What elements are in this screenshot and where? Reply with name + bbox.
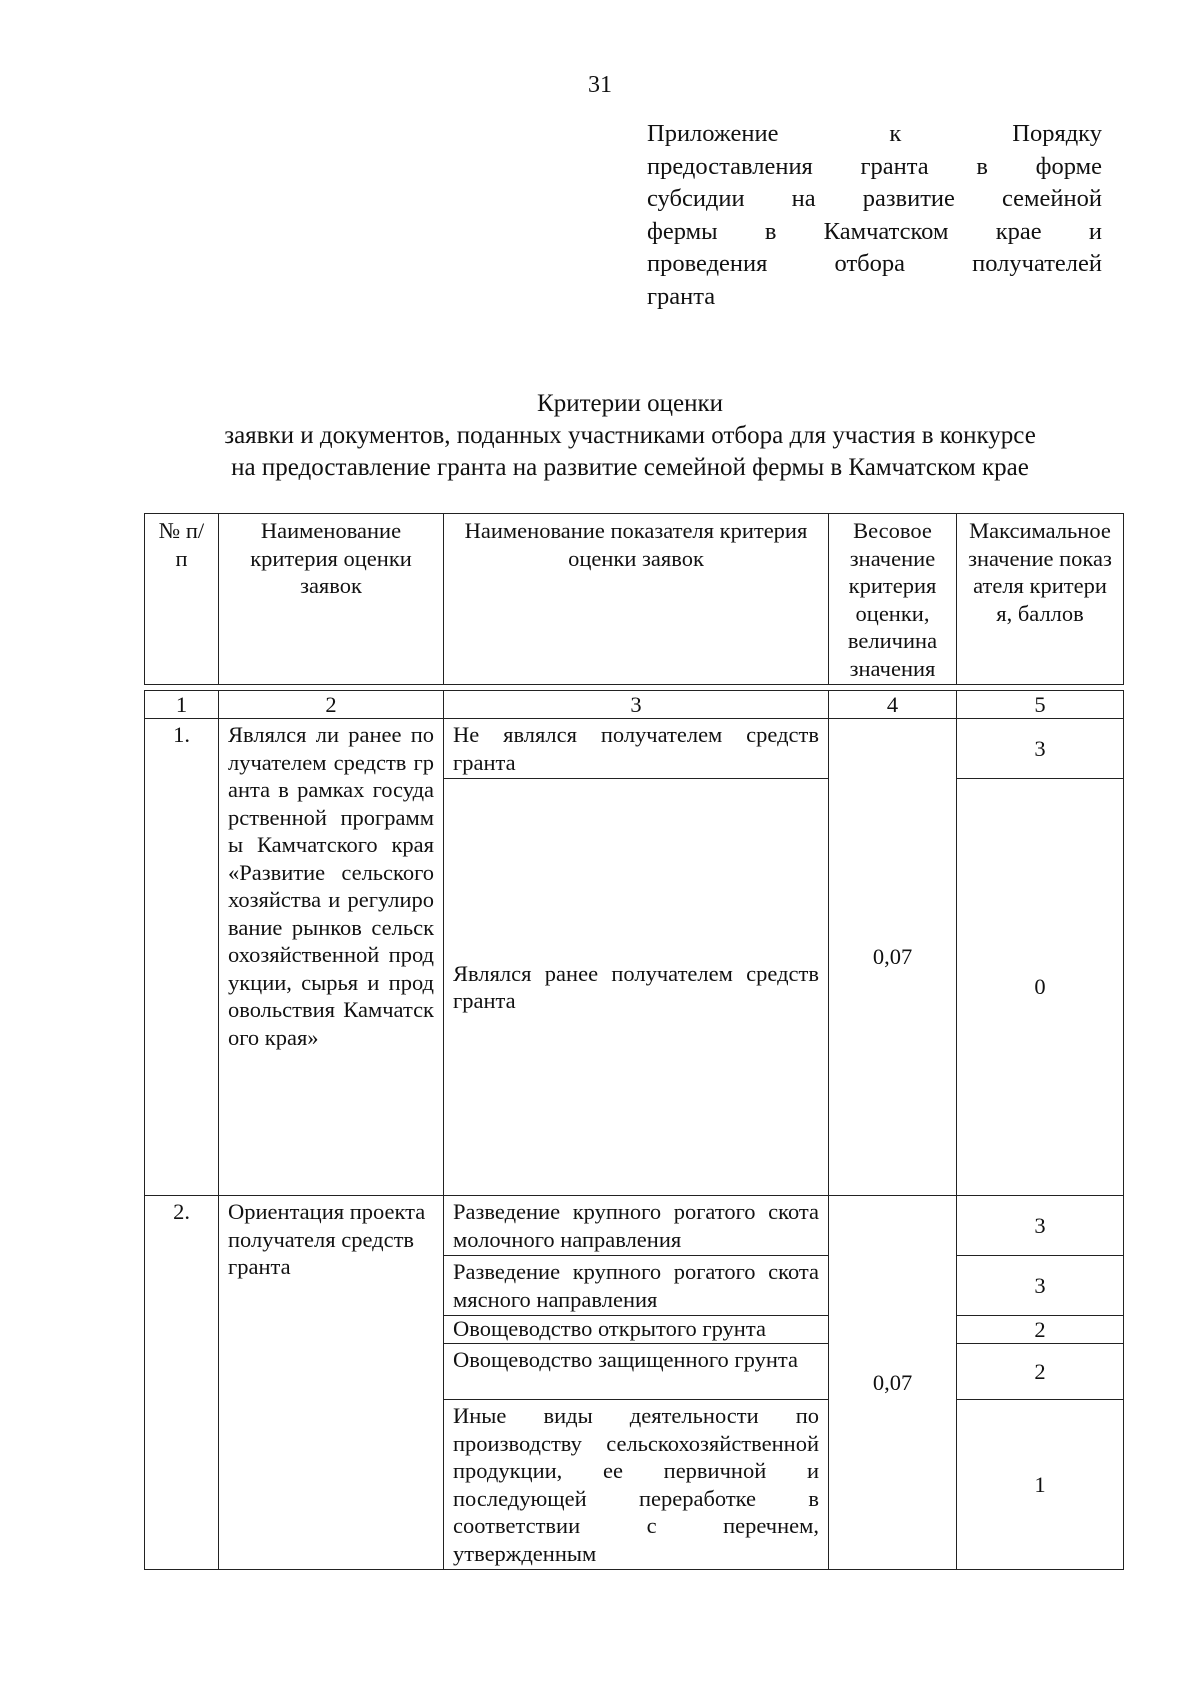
- indicator-name: Овощеводство защищенного грунта: [444, 1344, 829, 1400]
- indicator-name: Не являлся получателем средств гранта: [444, 719, 829, 779]
- column-number: 5: [957, 691, 1124, 719]
- header-number: № п/п: [145, 514, 219, 685]
- score-value: 3: [957, 1256, 1124, 1316]
- criteria-table: [144, 690, 1124, 1570]
- score-value: 2: [957, 1316, 1124, 1344]
- annex-line: проведения отбора получателей: [647, 250, 1102, 277]
- indicator-name: Овощеводство открытого грунта: [444, 1316, 829, 1344]
- indicator-name: Разведение крупного рогатого скота мясного направления: [444, 1256, 829, 1316]
- indicator-name: Являлся ранее получателем средств гранта: [444, 779, 829, 1196]
- column-number: 3: [444, 691, 829, 719]
- annex-line: гранта: [647, 282, 716, 310]
- column-number: 1: [145, 691, 219, 719]
- header-criterion: Наименование критерия оценки заявок: [219, 514, 444, 685]
- row-number: 1.: [145, 719, 219, 1196]
- annex-line: Приложение к Порядку: [647, 120, 1102, 147]
- annex-reference: [647, 118, 1102, 313]
- criteria-table-header: [144, 513, 1124, 685]
- header-max-score: Максимальное значение показателя критерия, баллов: [957, 514, 1124, 685]
- score-value: 2: [957, 1344, 1124, 1400]
- title-line-2: заявки и документов, поданных участниками отбора для участия в конкурсе: [224, 422, 1036, 449]
- weight-value: 0,07: [829, 1196, 957, 1570]
- score-value: 3: [957, 1196, 1124, 1256]
- table-row: [145, 1196, 1124, 1256]
- row-number: 2.: [145, 1196, 219, 1570]
- column-number: 2: [219, 691, 444, 719]
- column-number-row: [145, 691, 1124, 719]
- criterion-name: Являлся ли ранее получателем средств гранта в рамках государственной программы Камчатского края «Развитие сельского хозяйства и регулирование рынков сельскохозяйственной продукции, сырья и продовольствия Камчатского края»: [219, 719, 444, 1196]
- header-indicator: Наименование показателя критерия оценки заявок: [444, 514, 829, 685]
- page-number: 31: [588, 72, 612, 98]
- score-value: 1: [957, 1400, 1124, 1570]
- weight-value: 0,07: [829, 719, 957, 1196]
- header-weight: Весовое значение критерия оценки, величина значения: [829, 514, 957, 685]
- annex-line: фермы в Камчатском крае и: [647, 217, 1102, 245]
- criterion-name: Ориентация проекта получателя средств гранта: [219, 1196, 444, 1570]
- title-line-3: на предоставление гранта на развитие семейной фермы в Камчатском крае: [231, 454, 1029, 481]
- score-value: 3: [957, 719, 1124, 779]
- title-line-1: Критерии оценки: [537, 390, 723, 417]
- document-title: [150, 388, 1110, 484]
- annex-line: предоставления гранта в форме: [647, 152, 1102, 180]
- table-row: [145, 719, 1124, 779]
- indicator-name: Разведение крупного рогатого скота молочного направления: [444, 1196, 829, 1256]
- score-value: 0: [957, 779, 1124, 1196]
- annex-line: субсидии на развитие семейной: [647, 185, 1102, 212]
- indicator-name: Иные виды деятельности по производству сельскохозяйственной продукции, ее первичной и последующей переработке в соответствии с перечнем, утвержденным: [444, 1400, 829, 1570]
- column-number: 4: [829, 691, 957, 719]
